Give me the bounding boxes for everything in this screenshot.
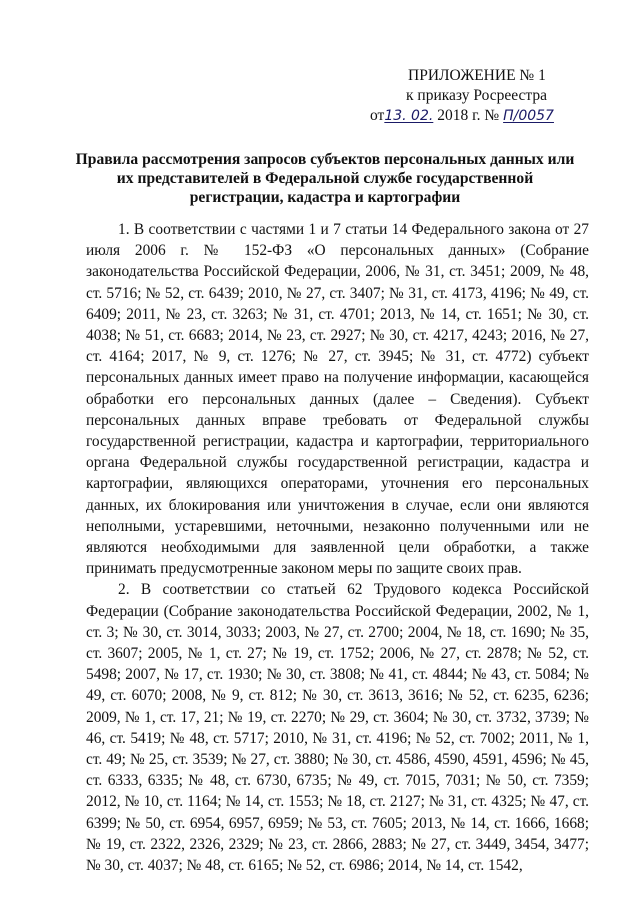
handwritten-date: 13. 02. [384, 108, 434, 124]
appendix-header [370, 66, 610, 126]
date-prefix: от [370, 107, 385, 124]
appendix-date-line [370, 106, 610, 126]
document-title: Правила рассмотрения запросов субъектов персональных данных или их представителей в Федеральной службе государственной регистрации, кадастра и картографии [75, 151, 575, 206]
handwritten-order-number: П/0057 [503, 108, 554, 124]
paragraph-1: 1. В соответствии с частями 1 и 7 статьи 14 Федерального закона от 27 июля 2006 г. № 152-ФЗ «О персональных данных» (Собрание законодательства Российской Федерации, 2006, № 31, ст. 3451; 2009, № 48, ст. 5716; № 52, ст. 6439; 2010, № 27, ст. 3407; № 31, ст. 4173, 4196; № 49, ст. 6409; 2011, № 23, ст. 3263; № 31, ст. 4701; 2013, № 14, ст. 1651; № 30, ст. 4038; № 51, ст. 6683; 2014, № 23, ст. 2927; № 30, ст. 4217, 4243; 2016, № 27, ст. 4164; 2017, № 9, ст. 1276; № 27, ст. 3945; № 31, ст. 4772) субъект персональных данных имеет право на получение информации, касающейся обработки его персональных данных (далее – Сведения). Субъект персональных данных вправе требовать от Федеральной службы государственной регистрации, кадастра и картографии, территориального органа Федеральной службы государственной регистрации, кадастра и картографии, являющихся операторами, уточнения его персональных данных, их блокирования или уничтожения в случае, если они являются неполными, устаревшими, неточными, незаконно полученными или не являются необходимыми для заявленной цели обработки, а также принимать предусмотренные законом меры по защите своих прав. [86, 221, 589, 578]
appendix-title: ПРИЛОЖЕНИЕ № 1 [408, 67, 546, 84]
date-year: 2018 г. № [437, 107, 500, 124]
document-body [86, 219, 589, 876]
appendix-order-ref: к приказу Росреестра [406, 87, 547, 104]
paragraph-2: 2. В соответствии со статьей 62 Трудового кодекса Российской Федерации (Собрание законодательства Российской Федерации, 2002, № 1, ст. 3; № 30, ст. 3014, 3033; 2003, № 27, ст. 2700; 2004, № 18, ст. 1690; № 35, ст. 3607; 2005, № 1, ст. 27; № 19, ст. 1752; 2006, № 27, ст. 2878; № 52, ст. 5498; 2007, № 17, ст. 1930; № 30, ст. 3808; № 41, ст. 4844; № 43, ст. 5084; № 49, ст. 6070; 2008, № 9, ст. 812; № 30, ст. 3613, 3616; № 52, ст. 6235, 6236; 2009, № 1, ст. 17, 21; № 19, ст. 2270; № 29, ст. 3604; № 30, ст. 3732, 3739; № 46, ст. 5419; № 48, ст. 5717; 2010, № 31, ст. 4196; № 52, ст. 7002; 2011, № 1, ст. 49; № 25, ст. 3539; № 27, ст. 3880; № 30, ст. 4586, 4590, 4591, 4596; № 45, ст. 6333, 6335; № 48, ст. 6730, 6735; № 49, ст. 7015, 7031; № 50, ст. 7359; 2012, № 10, ст. 1164; № 14, ст. 1553; № 18, ст. 2127; № 31, ст. 4325; № 47, ст. 6399; № 50, ст. 6954, 6957, 6959; № 53, ст. 7605; 2013, № 14, ст. 1666, 1668; № 19, ст. 2322, 2326, 2329; № 23, ст. 2866, 2883; № 27, ст. 3449, 3454, 3477; № 30, ст. 4037; № 48, ст. 6165; № 52, ст. 6986; 2014, № 14, ст. 1542, [86, 581, 589, 875]
